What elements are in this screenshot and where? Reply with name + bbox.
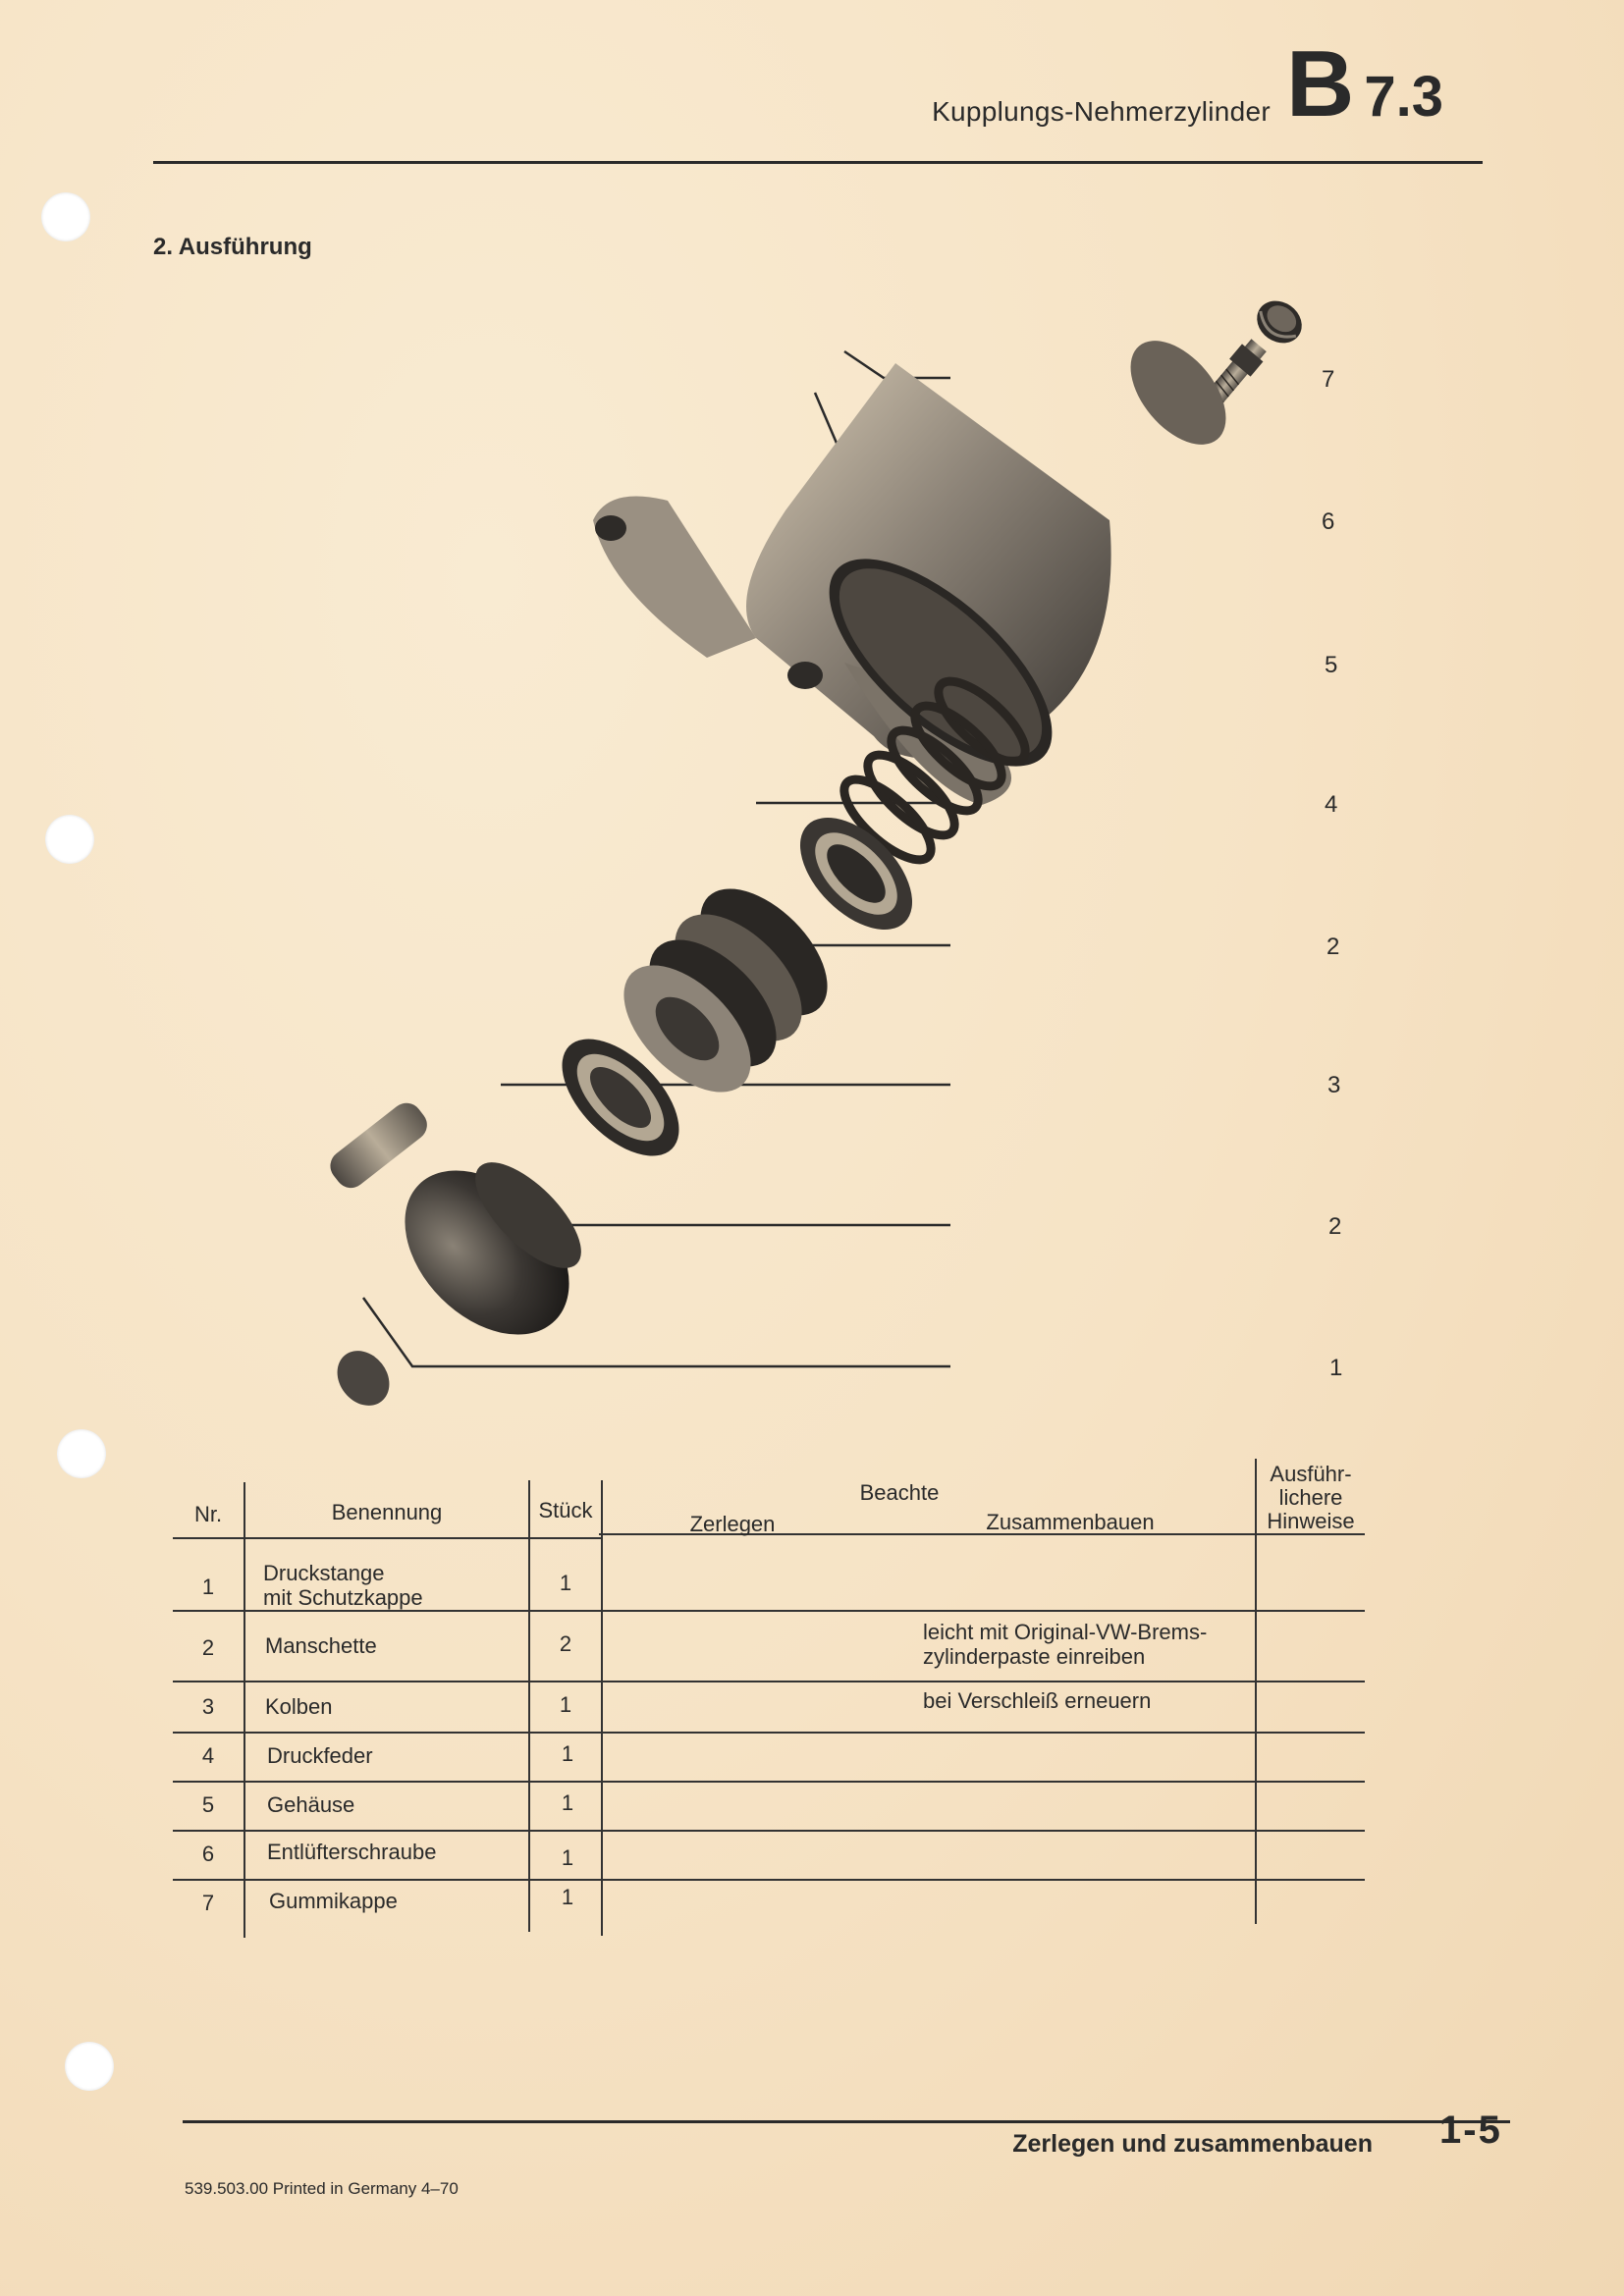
row-name: Manschette: [265, 1633, 377, 1658]
page-number: 1-5: [1439, 2109, 1502, 2152]
section-code: [1286, 31, 1443, 136]
footer-section-name: Zerlegen und zusammenbauen: [1012, 2130, 1373, 2158]
table-rule: [173, 1537, 603, 1539]
row-name: Entlüfterschraube: [267, 1840, 437, 1864]
table-rule: [244, 1482, 245, 1938]
row-qty: 2: [559, 1631, 572, 1656]
row-nr: 1: [201, 1575, 215, 1599]
row-nr: 4: [201, 1743, 215, 1768]
header-hinweise-line: lichere: [1278, 1485, 1343, 1510]
row-name-line: mit Schutzkappe: [263, 1585, 423, 1610]
callout-3: 3: [1327, 1072, 1341, 1098]
rubber-cap-part: [1249, 293, 1310, 351]
callout-7: 7: [1322, 366, 1335, 393]
row-note: [923, 1620, 1207, 1669]
callout-5: 5: [1325, 652, 1338, 678]
header-hinweise-line: Hinweise: [1267, 1509, 1355, 1533]
header-hinweise: [1257, 1463, 1365, 1533]
punch-hole: [57, 1429, 106, 1478]
punch-hole: [45, 815, 94, 864]
header-hinweise-line: Ausführ-: [1270, 1462, 1352, 1486]
header-nr: Nr.: [193, 1502, 223, 1526]
row-nr: 5: [201, 1792, 215, 1817]
table-rule: [173, 1610, 1365, 1612]
punch-hole: [41, 192, 90, 241]
parts-table: [173, 1459, 1365, 1938]
header-rule: [153, 161, 1483, 164]
table-rule: [173, 1879, 1365, 1881]
table-rule: [173, 1830, 1365, 1832]
row-qty: 1: [559, 1571, 572, 1595]
row-nr: 7: [201, 1891, 215, 1915]
section-code-number: 7.3: [1364, 65, 1443, 129]
row-note: bei Verschleiß erneuern: [923, 1688, 1152, 1713]
exploded-view-illustration: [295, 275, 1375, 1423]
row-name: Gehäuse: [267, 1792, 355, 1817]
header-beachte: Beachte: [859, 1480, 940, 1505]
row-qty: 1: [561, 1790, 574, 1815]
callout-2b: 2: [1328, 1213, 1342, 1240]
section-title: 2. Ausführung: [153, 234, 312, 260]
row-nr: 6: [201, 1842, 215, 1866]
row-note-line: leicht mit Original-VW-Brems-: [923, 1620, 1208, 1644]
row-qty: 1: [559, 1692, 572, 1717]
row-name: Kolben: [265, 1694, 333, 1719]
callout-4: 4: [1325, 791, 1338, 818]
callout-2a: 2: [1326, 934, 1340, 960]
row-qty: 1: [561, 1741, 574, 1766]
footer-rule: [183, 2120, 1510, 2123]
print-info: 539.503.00 Printed in Germany 4–70: [185, 2179, 459, 2198]
callout-6: 6: [1322, 508, 1335, 535]
row-name-line: Druckstange: [263, 1561, 385, 1585]
table-rule: [173, 1681, 1365, 1682]
row-nr: 2: [201, 1635, 215, 1660]
header-zusammenbauen: Zusammenbauen: [986, 1510, 1155, 1534]
header-benennung: Benennung: [331, 1500, 443, 1524]
section-code-letter: B: [1286, 31, 1355, 136]
header-zerlegen: Zerlegen: [689, 1512, 776, 1536]
row-name: Druckfeder: [267, 1743, 373, 1768]
row-name: [263, 1561, 423, 1610]
row-note-line: zylinderpaste einreiben: [923, 1644, 1146, 1669]
header-stueck: Stück: [538, 1498, 593, 1522]
table-rule: [173, 1732, 1365, 1734]
push-rod-part: [324, 1096, 601, 1415]
row-qty: 1: [561, 1885, 574, 1909]
row-qty: 1: [561, 1845, 574, 1870]
row-nr: 3: [201, 1694, 215, 1719]
row-name: Gummikappe: [269, 1889, 398, 1913]
page-title: Kupplungs-Nehmerzylinder: [932, 96, 1271, 127]
callout-1: 1: [1329, 1355, 1343, 1381]
table-rule: [173, 1781, 1365, 1783]
punch-hole: [65, 2042, 114, 2091]
